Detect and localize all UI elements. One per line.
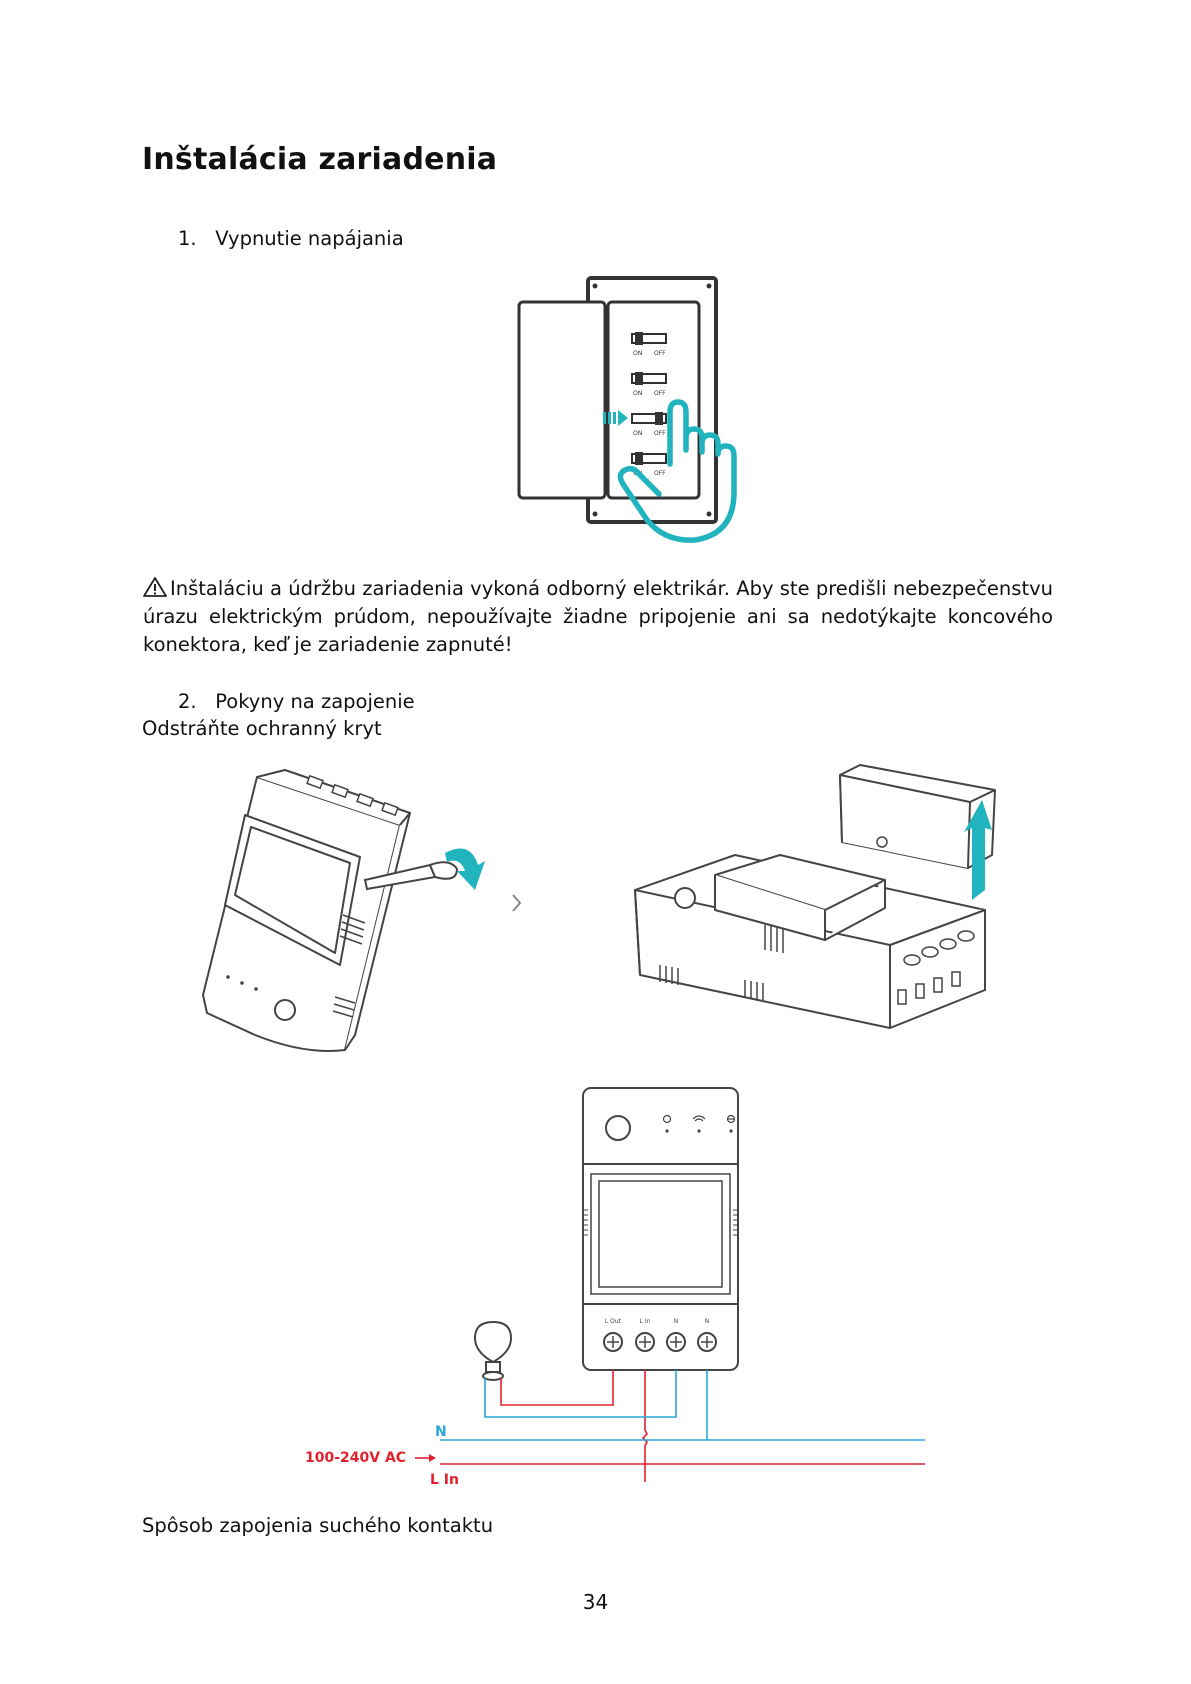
page-number: 34 xyxy=(582,1590,609,1614)
on-label: ON xyxy=(633,350,643,357)
lift-cover-illustration xyxy=(630,760,1005,1045)
off-label: OFF xyxy=(654,470,666,477)
on-label: ON xyxy=(633,430,643,437)
off-label: OFF xyxy=(654,430,666,437)
step-2-label: Pokyny na zapojenie xyxy=(215,690,415,713)
warning-icon xyxy=(143,576,167,598)
step-1-label: Vypnutie napájania xyxy=(215,227,404,250)
device-screen xyxy=(599,1181,722,1287)
page-title: Inštalácia zariadenia xyxy=(142,142,498,177)
breaker-switch-off-illustration xyxy=(515,272,755,547)
screwdriver-remove-cover-illustration xyxy=(195,765,535,1060)
step-2-number: 2. xyxy=(178,690,197,713)
remove-cover-instruction: Odstráňte ochranný kryt xyxy=(142,717,382,740)
warning-paragraph xyxy=(143,575,1053,659)
terminal-label-n-2: N xyxy=(704,1318,710,1325)
on-label: ON xyxy=(633,390,643,397)
step-1 xyxy=(178,225,404,253)
step-1-number: 1. xyxy=(178,227,197,250)
on-label: ON xyxy=(633,470,643,477)
off-label: OFF xyxy=(654,350,666,357)
neutral-label: N xyxy=(435,1424,447,1440)
dry-contact-heading: Spôsob zapojenia suchého kontaktu xyxy=(142,1514,494,1537)
terminal-label-n: N xyxy=(673,1318,679,1325)
off-label: OFF xyxy=(654,390,666,397)
terminal-label-l-in: L In xyxy=(639,1318,651,1325)
terminal-label-l-out: L Out xyxy=(604,1318,622,1325)
step-2 xyxy=(178,688,415,716)
warning-text: Inštaláciu a údržbu zariadenia vykoná odborný elektrikár. Aby ste predišli nebezpečenstvu úrazu elektrickým prúdom, nepoužívajte žiadne pripojenie ani sa nedotýkajte koncového konektora, keď je zariadenie zapnuté! xyxy=(143,577,1053,656)
power-button-icon xyxy=(606,1116,630,1140)
light-bulb-icon xyxy=(475,1322,511,1380)
voltage-label: 100-240V AC xyxy=(305,1450,407,1466)
wiring-diagram xyxy=(295,1080,935,1495)
live-in-label: L In xyxy=(430,1472,459,1488)
arrow-right-icon xyxy=(415,1454,436,1462)
